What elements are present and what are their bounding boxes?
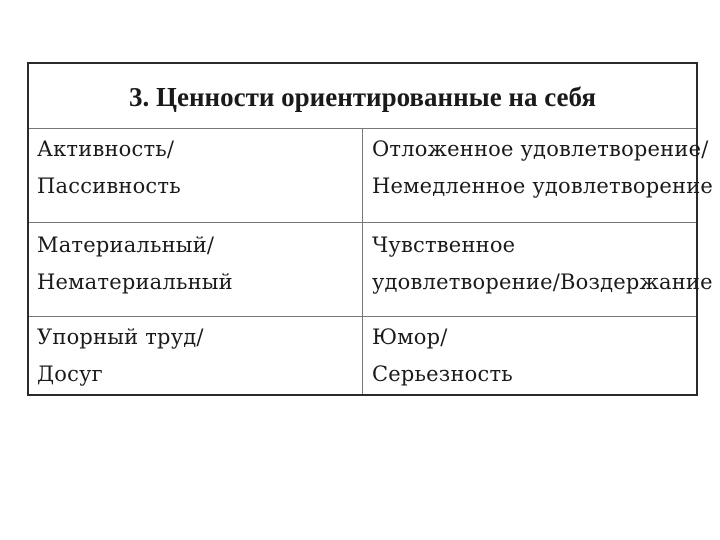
table-row <box>28 317 697 396</box>
table-title: 3. Ценности ориентированные на себя <box>129 82 596 112</box>
cell-line: Досуг <box>37 362 103 386</box>
cell-line: Нематериальный <box>37 270 233 294</box>
cell-line: Юмор/ <box>372 325 448 349</box>
values-table <box>27 62 714 396</box>
table-cell-left <box>28 223 363 317</box>
table-title-cell <box>28 63 697 129</box>
cell-line: Серьезность <box>372 362 513 386</box>
cell-line: Упорный труд/ <box>37 325 204 349</box>
cell-line: Активность/ <box>37 137 175 161</box>
table-cell-left <box>28 317 363 396</box>
cell-line: удовлетворение/Воздержание <box>372 270 713 294</box>
table-cell-right <box>363 317 698 396</box>
cell-line: Отложенное удовлетворение/ <box>372 137 709 161</box>
cell-line: Немедленное удовлетворение <box>372 174 714 198</box>
table-row <box>28 129 697 223</box>
cell-line: Материальный/ <box>37 233 215 257</box>
cell-line: Чувственное <box>372 233 516 257</box>
table-row <box>28 223 697 317</box>
table-header-row <box>28 63 697 129</box>
table-cell-right <box>363 129 714 223</box>
cell-line: Пассивность <box>37 174 181 198</box>
table-cell-left <box>28 129 363 223</box>
table-cell-right <box>363 223 713 317</box>
